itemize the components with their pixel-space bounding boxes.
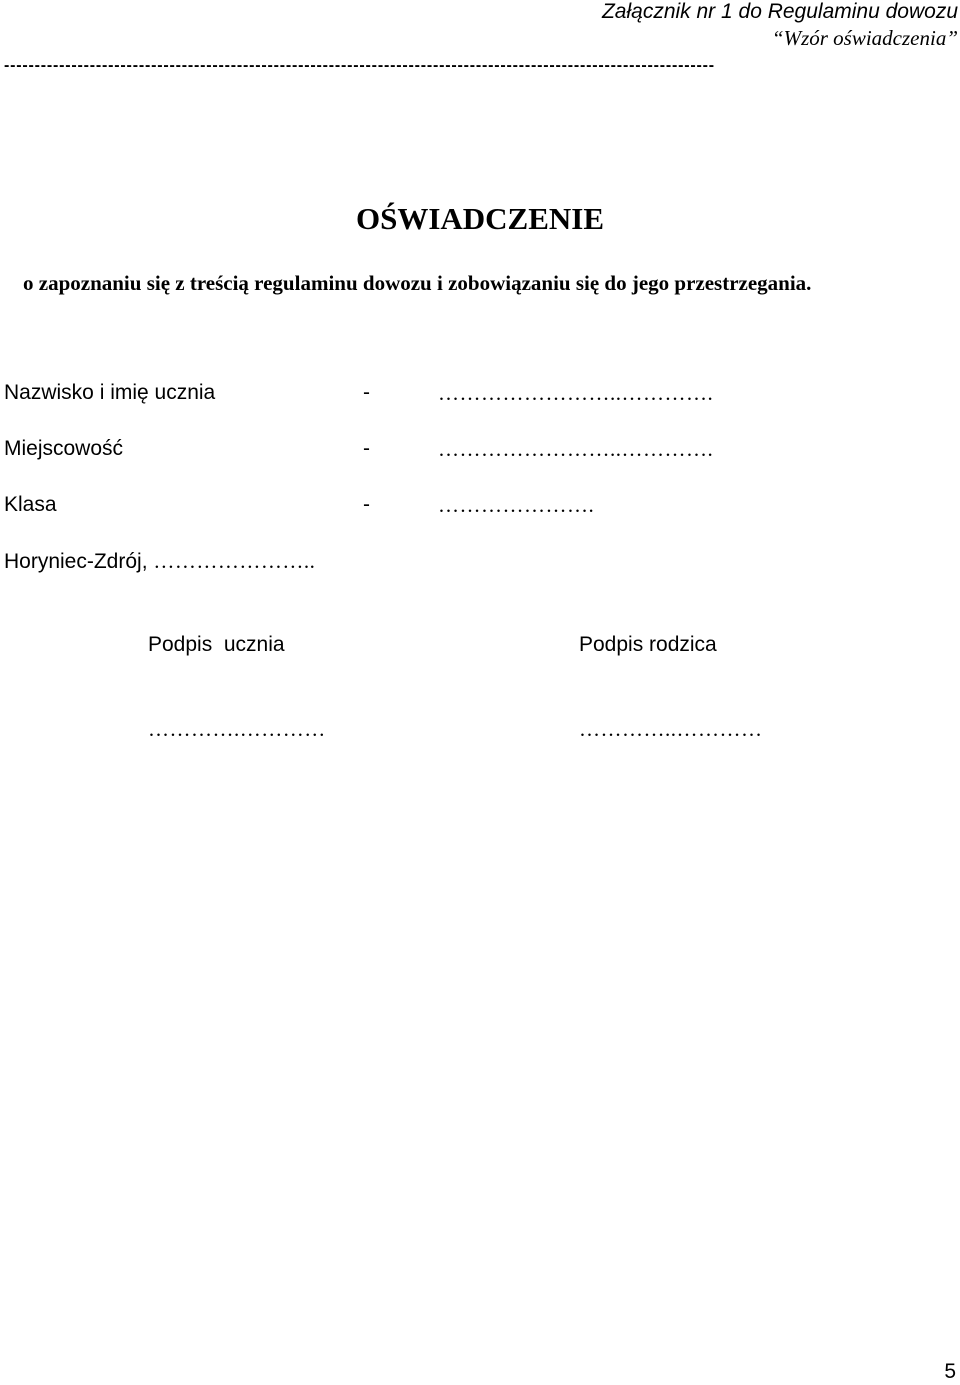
field-blank-student-name: ……………………..…………. [438,381,714,405]
field-dash: - [363,437,370,460]
attachment-header: Załącznik nr 1 do Regulaminu dowozu [601,0,958,23]
place-date-line [4,548,315,575]
place-label: Horyniec-Zdrój, [4,550,148,573]
field-label-class: Klasa [4,493,57,516]
field-dash: - [363,493,370,516]
document-subtitle: o zapoznaniu się z treścią regulaminu dowozu i zobowiązaniu się do jego przestrzegania. [23,271,812,295]
parent-signature-line: …………..………… [579,717,763,741]
template-label: “Wzór oświadczenia” [771,26,958,50]
field-blank-locality: ……………………..…………. [438,437,714,461]
field-dash: - [363,381,370,404]
student-signature-line: ………….………… [148,717,326,741]
dashed-separator: -------------------------------------------------------------------------------------------------------------------- [4,57,715,74]
field-label-locality: Miejscowość [4,437,124,460]
page-number: 5 [944,1360,956,1383]
field-label-student-name: Nazwisko i imię ucznia [4,381,216,404]
parent-signature-label: Podpis rodzica [579,633,717,656]
date-blank: ………………….. [153,549,316,573]
field-blank-class: …………………. [438,493,595,517]
student-signature-label: Podpis ucznia [148,633,285,656]
document-title: OŚWIADCZENIE [355,201,605,236]
